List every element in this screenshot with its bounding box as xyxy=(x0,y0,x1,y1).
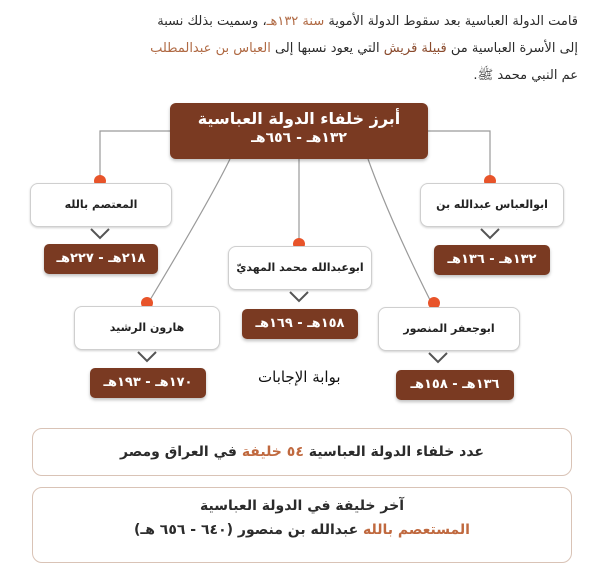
caliph-2-dates: ١٣٦هـ - ١٥٨هـ xyxy=(396,370,514,400)
connector-harun xyxy=(150,159,230,300)
caliph-3-name: ابوعبدالله محمد المهديّ xyxy=(228,246,372,290)
caliph-2-name: ابوجعفر المنصور xyxy=(378,307,520,351)
caliph-count-box: عدد خلفاء الدولة العباسية ٥٤ خليفة في العراق ومصر xyxy=(32,428,572,476)
caliph-1-name: ابوالعباس عبدالله بن xyxy=(420,183,564,227)
caliph-2-chevron-icon xyxy=(427,352,449,364)
last-caliph-box xyxy=(32,487,572,563)
caliph-3-dates: ١٥٨هـ - ١٦٩هـ xyxy=(242,309,358,339)
last-caliph-name: المستعصم بالله عبدالله بن منصور (٦٤٠ - ٦٥٦ هـ) xyxy=(134,522,470,538)
intro-line-1: قامت الدولة العباسية بعد سقوط الدولة الأموية سنة ١٣٢هـ، وسميت بذلك نسبة xyxy=(157,14,578,29)
header-title: أبرز خلفاء الدولة العباسية xyxy=(197,109,401,128)
caliph-5-name: المعتصم بالله xyxy=(30,183,172,227)
caliph-4-dates: ١٧٠هـ - ١٩٣هـ xyxy=(90,368,206,398)
connector-right xyxy=(428,131,490,180)
caliph-1-chevron-icon xyxy=(479,228,501,240)
caliph-5-dates: ٢١٨هـ - ٢٢٧هـ xyxy=(44,244,158,274)
intro-line-2: إلى الأسرة العباسية من قبيلة قريش التي يعود نسبها إلى العباس بن عبدالمطلب xyxy=(150,41,578,56)
caliph-4-chevron-icon xyxy=(136,351,158,363)
connector-mansur xyxy=(368,159,430,300)
intro-line-3: عم النبي محمد ﷺ. xyxy=(473,68,578,83)
caliph-3-chevron-icon xyxy=(288,291,310,303)
header-range: ١٣٢هـ - ٦٥٦هـ xyxy=(251,130,347,146)
watermark-text: بوابة الإجابات xyxy=(258,368,341,386)
last-caliph-title: آخر خليفة في الدولة العباسية xyxy=(199,498,404,514)
caliph-1-dates: ١٣٢هـ - ١٣٦هـ xyxy=(434,245,550,275)
caliph-5-chevron-icon xyxy=(89,228,111,240)
connector-left xyxy=(100,131,170,180)
caliphs-header xyxy=(170,103,428,159)
caliph-4-name: هارون الرشيد xyxy=(74,306,220,350)
